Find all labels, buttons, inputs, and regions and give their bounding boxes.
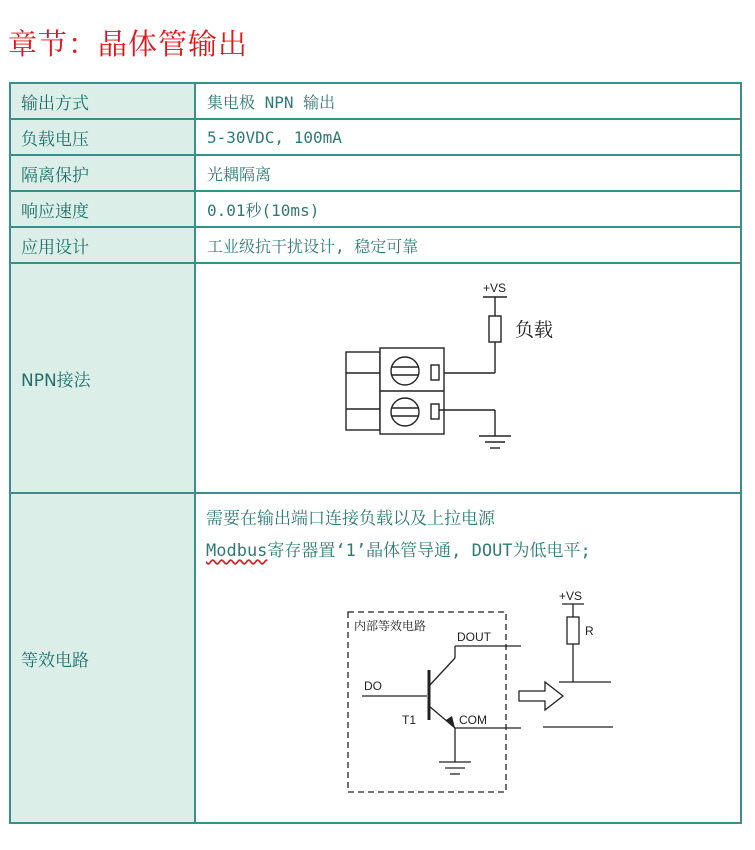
table-row xyxy=(11,192,740,226)
row-label: 隔离保护 xyxy=(11,156,196,190)
row-label: 负载电压 xyxy=(11,120,196,154)
vs-label: +VS xyxy=(559,589,583,603)
t1-label: T1 xyxy=(402,713,417,727)
table-row xyxy=(11,84,740,118)
row-value: 集电极 NPN 输出 xyxy=(207,92,336,112)
note-line-1: 需要在输出端口连接负载以及上拉电源 xyxy=(206,509,495,529)
equivalent-circuit-diagram xyxy=(11,494,740,822)
row-value: 0.01秒(10ms) xyxy=(207,200,320,220)
row-label: NPN接法 xyxy=(11,264,196,492)
row-value: 工业级抗干扰设计, 稳定可靠 xyxy=(207,236,419,256)
r-label: R xyxy=(585,624,594,638)
spec-table xyxy=(9,82,742,824)
row-label: 响应速度 xyxy=(11,192,196,226)
dout-label: DOUT xyxy=(457,630,491,644)
row-value: 5-30VDC, 100mA xyxy=(207,127,342,147)
row-label: 应用设计 xyxy=(11,228,196,262)
npn-wiring-row xyxy=(11,264,740,492)
table-row xyxy=(11,156,740,190)
page-title: 章节：晶体管输出 xyxy=(8,27,249,61)
internal-box-label: 内部等效电路 xyxy=(354,619,427,633)
table-row xyxy=(11,228,740,262)
com-label: COM xyxy=(459,713,487,727)
row-value: 光耦隔离 xyxy=(207,164,272,184)
load-label: 负载 xyxy=(515,320,554,341)
table-row xyxy=(11,120,740,154)
note-line-2-rest: 寄存器置‘1’晶体管导通, DOUT为低电平; xyxy=(267,541,591,561)
do-label: DO xyxy=(364,679,382,693)
vs-label: +VS xyxy=(483,281,507,295)
modbus-term: Modbus xyxy=(206,541,268,561)
row-label: 等效电路 xyxy=(11,494,196,822)
npn-wiring-diagram xyxy=(11,264,740,492)
equivalent-circuit-row xyxy=(11,494,740,822)
row-label: 输出方式 xyxy=(11,84,196,118)
